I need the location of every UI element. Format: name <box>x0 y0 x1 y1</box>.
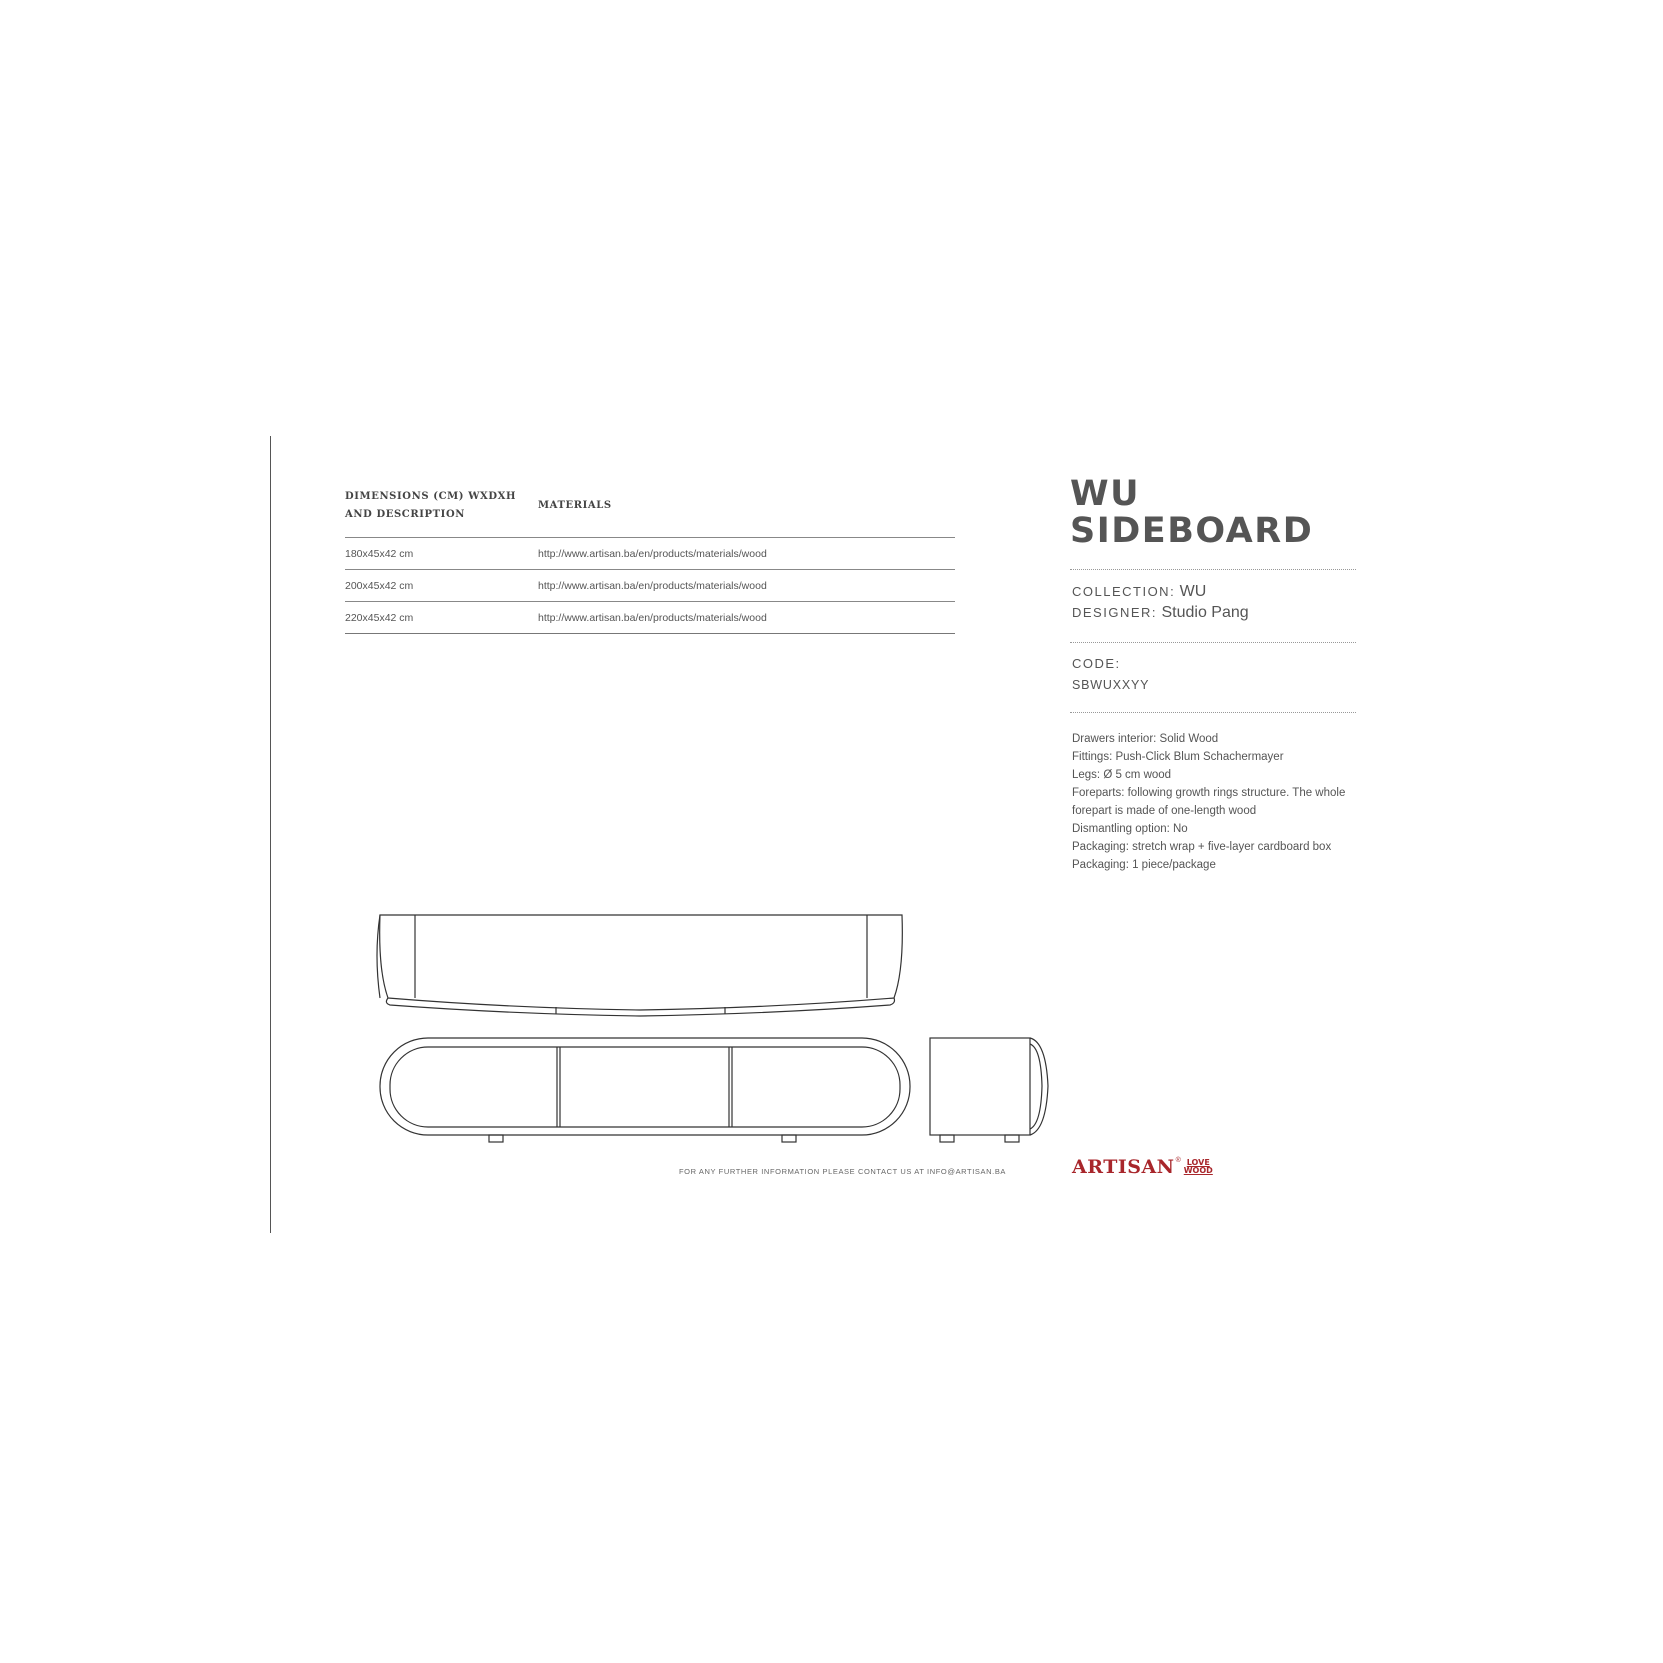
sideboard-drawing <box>370 910 1050 1150</box>
specs-table <box>345 485 955 634</box>
materials-link[interactable]: http://www.artisan.ba/en/products/materials/wood <box>538 570 955 602</box>
collection-value: WU <box>1179 583 1207 600</box>
dotted-divider <box>1070 712 1356 713</box>
top-view <box>377 915 902 1016</box>
specs-table-header-row <box>345 485 955 538</box>
designer-line <box>1072 604 1249 622</box>
dotted-divider <box>1070 569 1356 570</box>
dimensions-header-line2: AND DESCRIPTION <box>345 509 466 520</box>
collection-label: COLLECTION: <box>1072 584 1176 599</box>
detail-item: Dismantling option: No <box>1072 823 1188 835</box>
designer-label: DESIGNER: <box>1072 605 1158 620</box>
logo-tagline <box>1184 1159 1213 1175</box>
logo-tagline-line2: WOOD <box>1183 1166 1213 1175</box>
materials-link[interactable]: http://www.artisan.ba/en/products/materials/wood <box>538 538 955 570</box>
product-title-line1: WU <box>1070 474 1141 514</box>
dimensions-cell: 220x45x42 cm <box>345 602 538 634</box>
dimensions-cell: 200x45x42 cm <box>345 570 538 602</box>
materials-header: MATERIALS <box>538 485 955 538</box>
table-row <box>345 602 955 634</box>
table-row <box>345 570 955 602</box>
detail-item: Foreparts: following growth rings structure. The whole <box>1072 787 1346 799</box>
table-row <box>345 538 955 570</box>
detail-item: forepart is made of one-length wood <box>1072 805 1257 817</box>
code-label: CODE: <box>1072 656 1121 671</box>
dimensions-cell: 180x45x42 cm <box>345 538 538 570</box>
product-title <box>1070 476 1313 550</box>
dotted-divider <box>1070 642 1356 643</box>
page-margin-rule <box>270 436 271 1233</box>
detail-item: Packaging: stretch wrap + five-layer cardboard box <box>1072 841 1332 853</box>
dimensions-header-line1: DIMENSIONS (CM) WXDXH <box>345 491 517 502</box>
details-list <box>1072 730 1362 874</box>
logo-registered-mark: ® <box>1175 1157 1181 1164</box>
logo-tagline-line1: LOVE <box>1186 1158 1210 1167</box>
artisan-logo <box>1072 1156 1213 1178</box>
front-view <box>380 1038 910 1142</box>
product-title-line2: SIDEBOARD <box>1070 511 1314 551</box>
code-value: SBWUXXYY <box>1072 678 1150 692</box>
materials-link[interactable]: http://www.artisan.ba/en/products/materials/wood <box>538 602 955 634</box>
collection-line <box>1072 583 1206 601</box>
dimensions-header <box>345 485 538 538</box>
detail-item: Packaging: 1 piece/package <box>1072 859 1216 871</box>
detail-item: Fittings: Push-Click Blum Schachermayer <box>1072 751 1284 763</box>
detail-item: Legs: Ø 5 cm wood <box>1072 769 1172 781</box>
logo-wordmark: ARTISAN <box>1072 1156 1175 1178</box>
side-view <box>930 1038 1048 1142</box>
contact-note: FOR ANY FURTHER INFORMATION PLEASE CONTACT US AT INFO@ARTISAN.BA <box>679 1167 1007 1176</box>
designer-value: Studio Pang <box>1161 604 1249 621</box>
detail-item: Drawers interior: Solid Wood <box>1072 733 1219 745</box>
